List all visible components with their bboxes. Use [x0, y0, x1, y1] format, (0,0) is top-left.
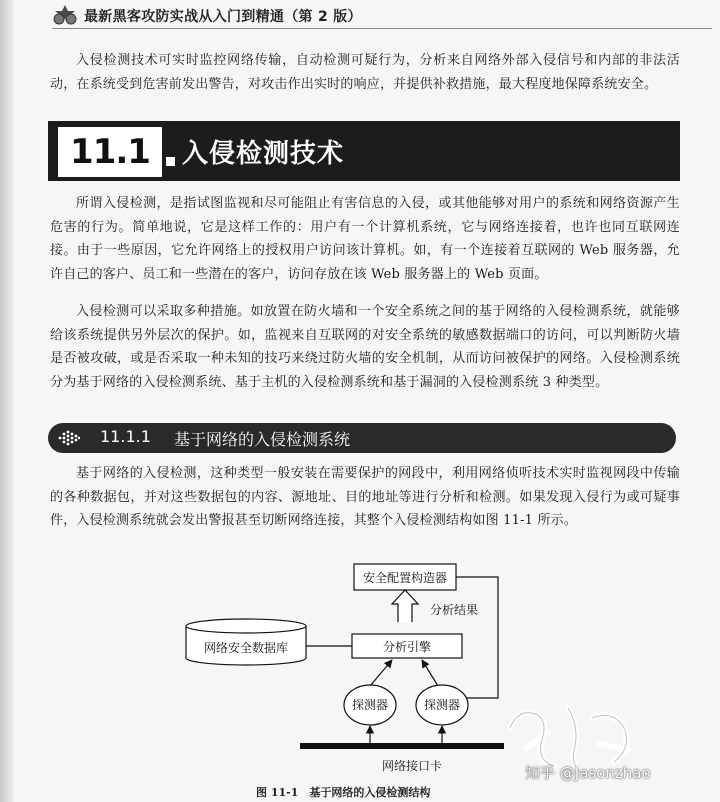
dot-grid-icon — [58, 430, 80, 446]
book-title: 最新黑客攻防实战从入门到精通（第 2 版） — [84, 9, 362, 25]
detector-right-label: 探测器 — [423, 698, 461, 712]
book-logo-icon — [52, 4, 78, 26]
result-arrow — [392, 590, 418, 622]
section-title: 入侵检测技术 — [182, 139, 345, 169]
subsection-banner — [48, 423, 676, 453]
config-box-label: 安全配置构造器 — [362, 571, 448, 585]
subsection-number: 11.1.1 — [100, 427, 151, 446]
intro-paragraph: 入侵检测技术可实时监控网络传输，自动检测可疑行为，分析来自网络外部入侵信号和内部的非法活动，在系统受到危害前发出警告，对攻击作出实时的响应，并提供补救措施，最大程度地保障系统安全。 — [50, 53, 680, 92]
zhihu-watermark: 知乎 @Jasonzhao — [525, 764, 651, 782]
analysis-result-label: 分析结果 — [430, 603, 479, 617]
left-detector-arrow — [370, 660, 392, 686]
subsection-paragraph: 基于网络的入侵检测，这种类型一般安装在需要保护的网段中，利用网络侦听技术实时监视网段中传输的各种数据包，并对这些数据包的内容、源地址、目的地址等进行分析和检测。如果发现入侵行为或可疑事件，入侵检测系统就会发出警报甚至切断网络连接，其整个入侵检测结构如图 11-1 所示。 — [50, 466, 680, 529]
database-label: 网络安全数据库 — [203, 641, 289, 655]
figure-caption: 图 11-1 基于网络的入侵检测结构 — [256, 786, 431, 799]
ids-architecture-diagram — [180, 558, 540, 788]
running-header — [0, 0, 720, 30]
section-paragraph-2: 入侵检测可以采取多种措施。如放置在防火墙和一个安全系统之间的基于网络的入侵检测系统，就能够给该系统提供另外层次的保护。如，监视来自互联网的对安全系统的敏感数据端口的访问，可以判断防火墙是否被攻破，或是否采取一种未知的技巧来绕过防火墙的安全机制，从而访问被保护的网络。入侵检测系统分为基于网络的入侵检测系统、基于主机的入侵检测系统和基于漏洞的入侵检测系统 3 种类型。 — [50, 304, 680, 390]
security-database — [186, 619, 306, 665]
header-rule — [52, 28, 712, 29]
analysis-engine-label: 分析引擎 — [382, 640, 432, 654]
page-edge-shadow — [0, 0, 14, 802]
section-banner — [48, 121, 680, 181]
network-card-label: 网络接口卡 — [381, 759, 443, 773]
section-dot-icon — [166, 157, 175, 166]
detector-left-label: 探测器 — [351, 698, 389, 712]
right-detector-arrow — [422, 660, 438, 686]
network-bus — [300, 743, 504, 749]
section-number: 11.1 — [58, 127, 162, 177]
subsection-title: 基于网络的入侵检测系统 — [174, 430, 351, 449]
section-paragraph-1: 所谓入侵检测，是指试图监视和尽可能阻止有害信息的入侵，或其他能够对用户的系统和网络资源产生危害的行为。简单地说，它是这样工作的：用户有一个计算机系统，它与网络连接着，也许也同互联网连接。由于一些原因，它允许网络上的授权用户访问该计算机。如，有一个连接着互联网的 Web 服务器，允许自己的客户、员工和一些潜在的客户，访问存放在该 Web 服务器上的 Web 页面。 — [50, 196, 680, 282]
